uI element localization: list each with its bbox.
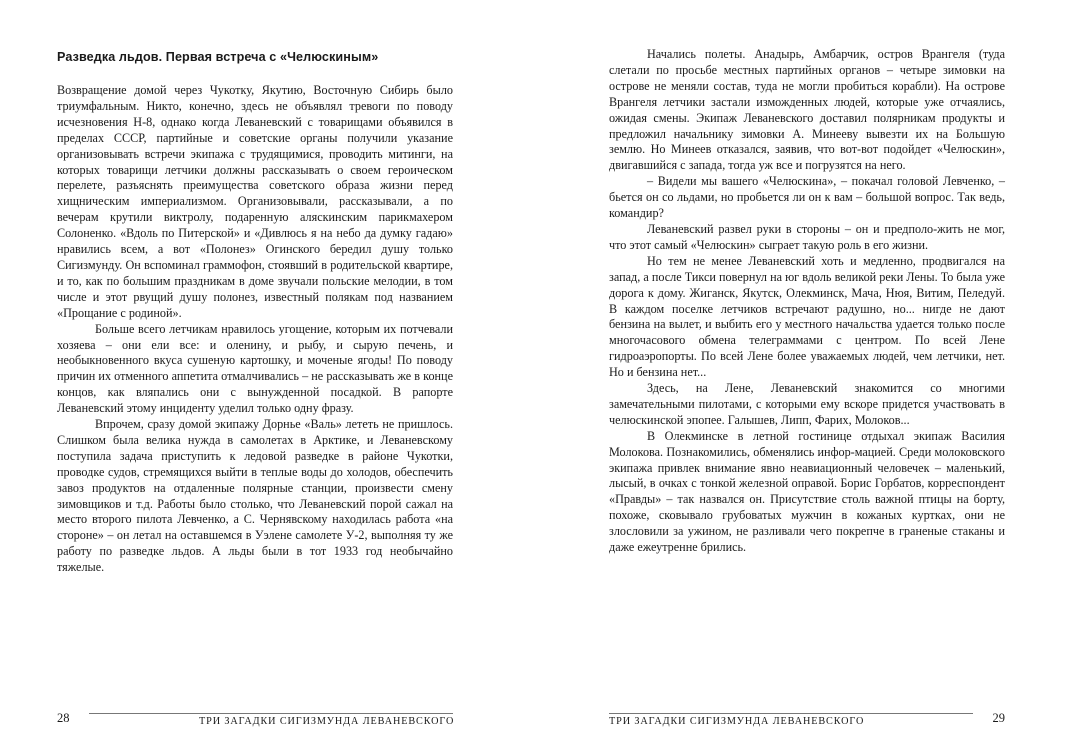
right-page-body: [609, 47, 1005, 556]
paragraph: Впрочем, сразу домой экипажу Дорнье «Валь» лететь не пришлось. Слишком была велика нужда в самолетах в Арктике, и Леваневскому поступила задача приступить к ледовой разведке в районе Чукотки, проводке судов, стремящихся выйти в теплые воды до холодов, обеспечить завоз продуктов на отдаленные полярные станции, произвести смену зимовщиков и т.д. Работы было столько, что Леваневский порой сажал на место второго пилота Левченко, а С. Чернявскому находилась работа «на стороне» – он летал на оставшемся в Уэлене самолете У-2, выполняя ту же работу по разведке льдов. А льды были в тот 1933 год необычайно тяжелые.: [57, 417, 453, 575]
paragraph: Начались полеты. Анадырь, Амбарчик, остров Врангеля (туда слетали по просьбе местных партийных органов – четыре зимовки на острове не меняли состав, туда не могли пробиться корабли). На острове Врангеля летчики застали изможденных людей, которые уже отчаялись, ожидая смены. Экипаж Леваневского доставил полярникам продукты и предложил начальнику зимовки А. Минееву вывезти их на Большую землю. Но Минеев отказался, заявив, что вот-вот подойдет «Челюскин», двигавшийся с запада, тогда уж все и погрузятся на него.: [609, 47, 1005, 173]
paragraph: Но тем не менее Леваневский хоть и медленно, продвигался на запад, а после Тикси повернул на юг вдоль великой реки Лены. То была уже дорога к дому. Жиганск, Якутск, Олекминск, Мача, Нюя, Витим, Пеледуй. В каждом поселке летчиков встречают радушно, но... нигде не дают бензина на вылет, и выбить его у местного начальства удается только после многочасового обмена телеграммами с центром. По всей Лене гидроаэропорты. По всей Лене более уважаемых людей, чем летчики, нет. Но и бензина нет...: [609, 253, 1005, 380]
paragraph: Здесь, на Лене, Леваневский знакомится со многими замечательными пилотами, с которыми ему вскоре придется участвовать в челюскинской эпопее. Галышев, Липп, Фарих, Молоков...: [609, 381, 1005, 427]
chapter-heading: Разведка льдов. Первая встреча с «Челюскиным»: [57, 50, 379, 64]
page-number: 29: [992, 711, 1005, 725]
running-head: ТРИ ЗАГАДКИ СИГИЗМУНДА ЛЕВАНЕВСКОГО: [609, 716, 865, 727]
left-page: [57, 0, 453, 752]
paragraph: Больше всего летчикам нравилось угощение, которым их потчевали хозяева – они ели все: и оленину, и рыбу, и сырую печень, и необыкновенного вкуса сушеную картошку, и моченые ягоды! По поводу причин их отменного аппетита отмалчивались – не рассказывать же в конце концов, как вляпались они с вынужденной посадкой. В рапорте Леваневский этому инциденту уделил только одну фразу.: [57, 321, 453, 416]
left-page-body: [57, 83, 453, 576]
page-number: 28: [57, 711, 70, 725]
paragraph: Возвращение домой через Чукотку, Якутию, Восточную Сибирь было триумфальным. Никто, конечно, здесь не объявлял тревоги по поводу исчезновения Н-8, однако когда Леваневский с товарищами объявился в пределах СССР, партийные и советские органы получили указание организовывать встречи экипажа с трудящимися, проводить митинги, на которых товарищи летчики должны рассказывать о своем героическом перелете, разъяснять преимущества советского образа жизни перед хищническим империализмом. Организовывали, рассказывали, а по вечерам крутили виктролу, подаренную аляскинским парикмахером Солоненко. «Вдоль по Питерской» и «Дивлюсь я на небо да думку гадаю» нравились всем, а вот «Полонез» Огинского бередил душу только Сигизмунду. Он вспоминал граммофон, стоявший в родительской квартире, и то, как по большим праздникам в доме звучали польские мелодии, в том числе и этот рвущий душу полонез, известный полякам под названием «Прощание с родиной».: [57, 83, 453, 320]
paragraph: Леваневский развел руки в стороны – он и предполо-жить не мог, что этот самый «Челюскин» сыграет такую роль в его жизни.: [609, 221, 1005, 252]
right-page: [609, 0, 1005, 752]
paragraph: В Олекминске в летной гостинице отдыхал экипаж Василия Молокова. Познакомились, обменялись инфор-мацией. Среди молоковского экипажа привлек внимание явно неавиационный человечек – маленький, лысый, в очках с тонкой железной оправой. Борис Горбатов, корреспондент «Правды» – так назвался он. Присутствие столь важной птицы на борту, похоже, сковывало грубоватых мужчин в кожаных куртках, они не злословили за ужином, не разливали чего покрепче в граненые стаканы и даже ежеутренне брились.: [609, 428, 1005, 555]
paragraph: – Видели мы вашего «Челюскина», – покачал головой Левченко, – бьется он со льдами, но пробьется ли он к вам – большой вопрос. Так ведь, командир?: [609, 174, 1005, 221]
running-head: ТРИ ЗАГАДКИ СИГИЗМУНДА ЛЕВАНЕВСКОГО: [199, 716, 455, 727]
footer-rule: [609, 713, 973, 714]
footer-rule: [89, 713, 453, 714]
